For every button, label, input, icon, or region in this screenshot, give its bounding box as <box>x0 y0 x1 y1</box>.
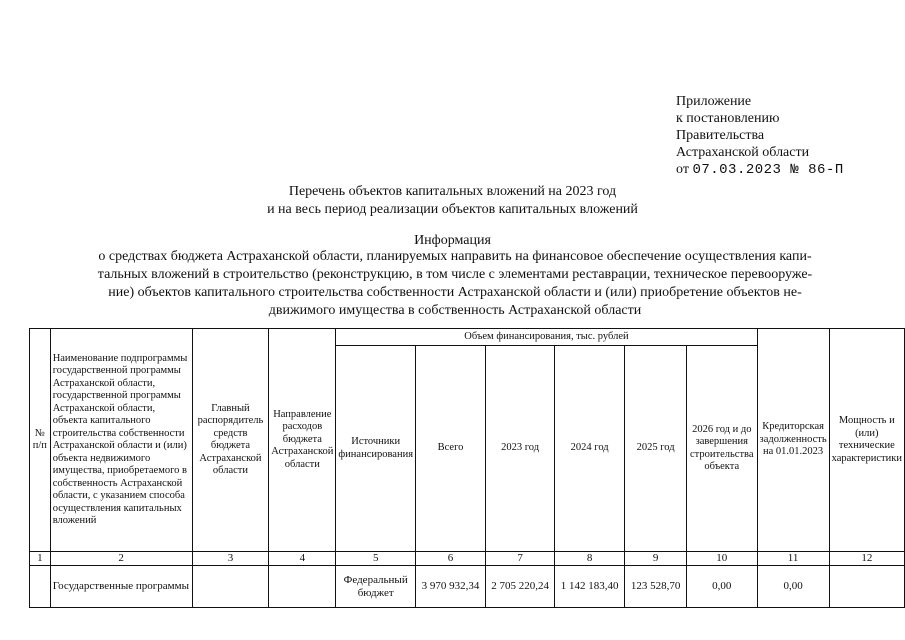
colnum-5: 5 <box>336 552 416 566</box>
info-line-3: ние) объектов капитального строительства собственности Астраханской области и (или) приобретение объектов не- <box>108 285 802 300</box>
cell-total: 3 970 932,34 <box>416 566 486 608</box>
colnum-10: 10 <box>687 552 758 566</box>
colnum-7: 7 <box>486 552 555 566</box>
header-source: Источники финансирования <box>336 346 416 552</box>
title-line-1: Перечень объектов капитальных вложений на 2023 год <box>288 184 617 199</box>
colnum-9: 9 <box>625 552 687 566</box>
colnum-6: 6 <box>416 552 486 566</box>
cell-creditor: 0,00 <box>757 566 829 608</box>
info-line-2: тальных вложений в строительство (реконструкцию, в том числе с элементами реставрации, техническое перевооруже- <box>97 267 813 282</box>
cell-direction <box>269 566 336 608</box>
header-direction: Направление расходов бюджета Астраханской области <box>269 329 336 552</box>
capital-investments-table <box>29 328 905 608</box>
cell-capacity <box>829 566 904 608</box>
appendix-block <box>676 93 844 179</box>
header-creditor: Кредиторская задолженность на 01.01.2023 <box>757 329 829 552</box>
appendix-date-number: 07.03.2023 № 86-П <box>692 162 844 178</box>
cell-manager <box>192 566 269 608</box>
appendix-date-prefix: от <box>676 162 689 177</box>
cell-name: Государственные программы <box>50 566 192 608</box>
info-line-1: о средствах бюджета Астраханской области, планируемых направить на финансовое обеспечение осуществления капи- <box>98 249 812 264</box>
header-num: № п/п <box>30 329 51 552</box>
header-total: Всего <box>416 346 486 552</box>
colnum-4: 4 <box>269 552 336 566</box>
colnum-2: 2 <box>50 552 192 566</box>
header-capacity: Мощность и (или) технические характеристики <box>829 329 904 552</box>
header-manager: Главный распорядитель средств бюджета Астраханской области <box>192 329 269 552</box>
cell-2026: 0,00 <box>687 566 758 608</box>
colnum-3: 3 <box>192 552 269 566</box>
table-row <box>30 566 905 608</box>
appendix-line-2: к постановлению <box>676 111 780 126</box>
appendix-date <box>676 161 844 179</box>
appendix-line-1: Приложение <box>676 94 752 109</box>
appendix-line-4: Астраханской области <box>676 145 810 160</box>
cell-2024: 1 142 183,40 <box>555 566 625 608</box>
document-title <box>0 183 905 219</box>
colnum-1: 1 <box>30 552 51 566</box>
colnum-12: 12 <box>829 552 904 566</box>
header-2025: 2025 год <box>625 346 687 552</box>
header-2023: 2023 год <box>486 346 555 552</box>
colnum-11: 11 <box>757 552 829 566</box>
colnum-8: 8 <box>555 552 625 566</box>
info-line-4: движимого имущества в собственность Астраханской области <box>268 303 642 318</box>
cell-2023: 2 705 220,24 <box>486 566 555 608</box>
header-financing-group: Объем финансирования, тыс. рублей <box>336 329 757 346</box>
header-name: Наименование подпрограммы государственной программы Астраханской области, государственной программы Астраханской области, объекта капитального строительства собственности Астраханской области и (или) объекта недвижимого имущества, приобретаемого в собственность Астраханской области, с указанием способа осуществления капитальных вложений <box>50 329 192 552</box>
title-line-2: и на весь период реализации объектов капитальных вложений <box>267 202 638 217</box>
cell-2025: 123 528,70 <box>625 566 687 608</box>
appendix-line-3: Правительства <box>676 128 765 143</box>
info-paragraph <box>40 248 870 320</box>
info-heading: Информация <box>414 233 491 248</box>
cell-source: Федеральный бюджет <box>336 566 416 608</box>
header-2024: 2024 год <box>555 346 625 552</box>
cell-num <box>30 566 51 608</box>
header-2026: 2026 год и до завершения строительства объекта <box>687 346 758 552</box>
